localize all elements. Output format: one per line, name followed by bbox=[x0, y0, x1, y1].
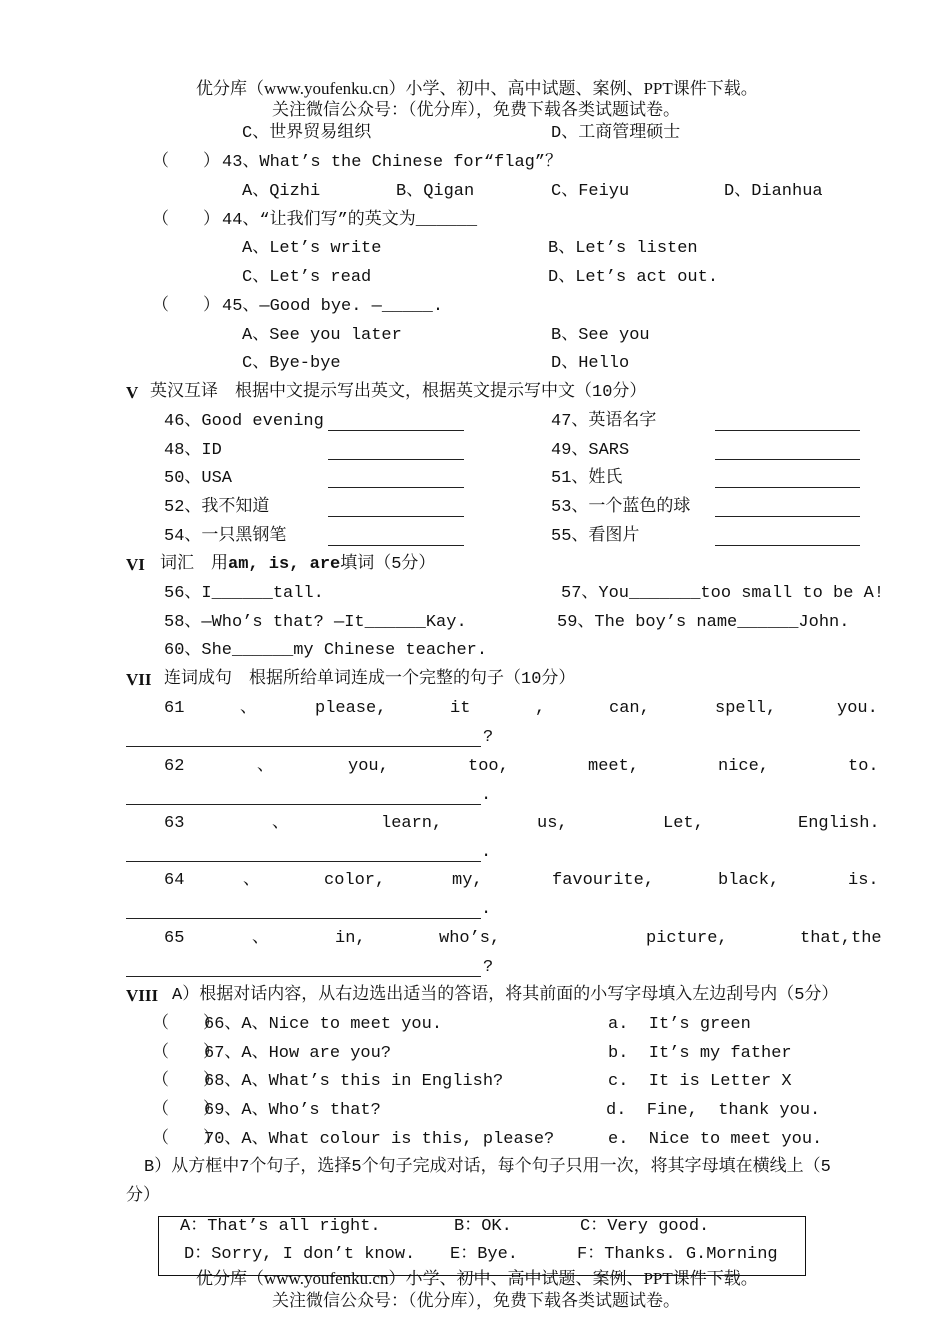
word: it bbox=[450, 699, 471, 718]
footer-line-1: 优分库（www.youfenku.cn）小学、初中、高中试题、案例、PPT课件下载。 bbox=[196, 1269, 758, 1288]
q43-option-d: D、Dianhua bbox=[724, 182, 823, 201]
dialog-question: 69、A、Who’s that? bbox=[204, 1101, 381, 1120]
section-7-number: VII bbox=[126, 670, 152, 689]
section-7-title: 连词成句 根据所给单词连成一个完整的句子（10分） bbox=[164, 670, 576, 689]
word: spell, bbox=[715, 699, 777, 718]
translate-item: 48、ID bbox=[164, 441, 222, 460]
word: too, bbox=[468, 757, 509, 776]
word: 64 bbox=[164, 871, 185, 890]
fill-item-56: 56、I______tall. bbox=[164, 584, 324, 603]
answer-blank[interactable] bbox=[715, 500, 860, 517]
q43-option-c: C、Feiyu bbox=[551, 182, 630, 201]
word: is. bbox=[848, 871, 879, 890]
sentence-end: ? bbox=[483, 958, 494, 977]
dialog-question: 67、A、How are you? bbox=[204, 1044, 392, 1063]
q45-option-a: A、See you later bbox=[242, 326, 402, 345]
section-6-title-b: 填词（5分） bbox=[340, 555, 436, 574]
translate-item: 53、一个蓝色的球 bbox=[551, 498, 691, 517]
answer-blank[interactable] bbox=[715, 529, 860, 546]
word: 61 bbox=[164, 699, 185, 718]
word: black, bbox=[718, 871, 780, 890]
section-5-number: V bbox=[126, 383, 139, 402]
dialog-answer: d. Fine, thank you. bbox=[606, 1101, 821, 1120]
answer-blank[interactable] bbox=[328, 471, 464, 488]
dialog-question: 66、A、Nice to meet you. bbox=[204, 1015, 443, 1034]
part-b-instruction-cont: 分） bbox=[126, 1187, 160, 1206]
word: 、 bbox=[257, 757, 274, 776]
word: my, bbox=[452, 871, 483, 890]
word: that,the bbox=[800, 929, 882, 948]
section-8-title: A）根据对话内容，从右边选出适当的答语，将其前面的小写字母填入左边刮号内（5分） bbox=[172, 986, 839, 1005]
fill-item-60: 60、She______my Chinese teacher. bbox=[164, 641, 488, 660]
answer-paren[interactable]: （ ） bbox=[152, 1044, 220, 1063]
section-6-title bbox=[160, 554, 435, 576]
part-b-instruction: B）从方框中7个句子，选择5个句子完成对话，每个句子只用一次，将其字母填在横线上（5 bbox=[144, 1158, 831, 1177]
translate-item: 49、SARS bbox=[551, 441, 630, 460]
answer-paren[interactable]: （ ） bbox=[152, 211, 220, 230]
q44-option-c: C、Let’s read bbox=[242, 268, 372, 287]
sentence-blank[interactable] bbox=[126, 788, 481, 805]
sentence-blank[interactable] bbox=[126, 730, 481, 747]
header-line-1: 优分库（www.youfenku.cn）小学、初中、高中试题、案例、PPT课件下载。 bbox=[196, 79, 758, 98]
translate-item: 54、一只黑钢笔 bbox=[164, 527, 287, 546]
answer-blank[interactable] bbox=[328, 414, 464, 431]
q45-option-d: D、Hello bbox=[551, 354, 630, 373]
word: please, bbox=[315, 699, 387, 718]
sentence-end: ? bbox=[483, 728, 494, 747]
word: , bbox=[535, 699, 546, 718]
box-option-b: B：OK. bbox=[454, 1217, 512, 1236]
answer-blank[interactable] bbox=[328, 443, 464, 460]
question-44: 44、“让我们写”的英文为______ bbox=[222, 211, 478, 230]
q45-option-b: B、See you bbox=[551, 326, 650, 345]
word: you, bbox=[348, 757, 389, 776]
word: you. bbox=[837, 699, 878, 718]
answer-paren[interactable]: （ ） bbox=[152, 1130, 220, 1149]
question-43: 43、What’s the Chinese for“flag”？ bbox=[222, 153, 563, 172]
box-option-f: F：Thanks. G.Morning bbox=[577, 1245, 778, 1264]
q42-option-d: D、工商管理硕士 bbox=[551, 124, 681, 143]
word: us, bbox=[537, 814, 568, 833]
box-option-a: A：That’s all right. bbox=[180, 1217, 381, 1236]
word: learn, bbox=[381, 814, 443, 833]
section-5-title: 英汉互译 根据中文提示写出英文，根据英文提示写中文（10分） bbox=[150, 383, 647, 402]
translate-item: 46、Good evening bbox=[164, 412, 324, 431]
q44-option-b: B、Let’s listen bbox=[548, 239, 698, 258]
word: nice, bbox=[718, 757, 770, 776]
answer-blank[interactable] bbox=[715, 471, 860, 488]
answer-paren[interactable]: （ ） bbox=[152, 1072, 220, 1091]
word: 、 bbox=[272, 814, 289, 833]
translate-item: 55、看图片 bbox=[551, 527, 640, 546]
word: to. bbox=[848, 757, 879, 776]
answer-paren[interactable]: （ ） bbox=[152, 1015, 220, 1034]
word: 、 bbox=[240, 699, 257, 718]
answer-paren[interactable]: （ ） bbox=[152, 1101, 220, 1120]
dialog-answer: b. It’s my father bbox=[608, 1044, 792, 1063]
box-option-c: C：Very good. bbox=[580, 1217, 710, 1236]
footer-line-2: 关注微信公众号：（优分库），免费下载各类试题试卷。 bbox=[272, 1291, 680, 1310]
word: meet, bbox=[588, 757, 640, 776]
q42-option-c: C、世界贸易组织 bbox=[242, 124, 372, 143]
q43-option-b: B、Qigan bbox=[396, 182, 475, 201]
answer-blank[interactable] bbox=[328, 529, 464, 546]
word: 65 bbox=[164, 929, 185, 948]
box-option-e: E：Bye. bbox=[450, 1245, 519, 1264]
word: color, bbox=[324, 871, 386, 890]
q43-option-a: A、Qizhi bbox=[242, 182, 321, 201]
answer-paren[interactable]: （ ） bbox=[152, 153, 220, 172]
answer-blank[interactable] bbox=[715, 414, 860, 431]
answer-blank[interactable] bbox=[715, 443, 860, 460]
translate-item: 52、我不知道 bbox=[164, 498, 270, 517]
word: Let, bbox=[663, 814, 704, 833]
sentence-end: . bbox=[481, 900, 492, 919]
fill-item-59: 59、The boy’s name______John. bbox=[557, 613, 850, 632]
translate-item: 50、USA bbox=[164, 469, 233, 488]
word: English. bbox=[798, 814, 880, 833]
box-option-d: D：Sorry, I don’t know. bbox=[184, 1245, 416, 1264]
translate-item: 51、姓氏 bbox=[551, 469, 623, 488]
dialog-answer: c. It is Letter X bbox=[608, 1072, 792, 1091]
dialog-question: 68、A、What’s this in English? bbox=[204, 1072, 504, 1091]
dialog-answer: a. It’s green bbox=[608, 1015, 751, 1034]
sentence-end: . bbox=[481, 843, 492, 862]
word: who’s, bbox=[439, 929, 501, 948]
sentence-end: . bbox=[481, 786, 492, 805]
section-6-number: VI bbox=[126, 555, 145, 574]
section-8-number: VIII bbox=[126, 986, 159, 1005]
word: 、 bbox=[252, 929, 269, 948]
fill-item-58: 58、—Who’s that? —It______Kay. bbox=[164, 613, 467, 632]
section-6-words: am, is, are bbox=[228, 555, 341, 574]
word: can, bbox=[609, 699, 650, 718]
word: 62 bbox=[164, 757, 185, 776]
header-line-2: 关注微信公众号：（优分库），免费下载各类试题试卷。 bbox=[272, 100, 680, 119]
dialog-answer: e. Nice to meet you. bbox=[608, 1130, 823, 1149]
fill-item-57: 57、You_______too small to be A! bbox=[561, 584, 885, 603]
word: in, bbox=[335, 929, 366, 948]
word: 63 bbox=[164, 814, 185, 833]
sentence-blank[interactable] bbox=[126, 960, 481, 977]
section-6-title-a: 词汇 用 bbox=[160, 555, 228, 574]
word: favourite, bbox=[552, 871, 655, 890]
word: 、 bbox=[243, 871, 260, 890]
sentence-blank[interactable] bbox=[126, 902, 481, 919]
word: picture, bbox=[646, 929, 728, 948]
dialog-question: 70、A、What colour is this, please? bbox=[204, 1130, 555, 1149]
q45-option-c: C、Bye-bye bbox=[242, 354, 341, 373]
question-45: 45、—Good bye. —_____. bbox=[222, 297, 444, 316]
answer-blank[interactable] bbox=[328, 500, 464, 517]
sentence-blank[interactable] bbox=[126, 845, 481, 862]
q44-option-a: A、Let’s write bbox=[242, 239, 382, 258]
translate-item: 47、英语名字 bbox=[551, 412, 657, 431]
q44-option-d: D、Let’s act out. bbox=[548, 268, 719, 287]
answer-paren[interactable]: （ ） bbox=[152, 297, 220, 316]
